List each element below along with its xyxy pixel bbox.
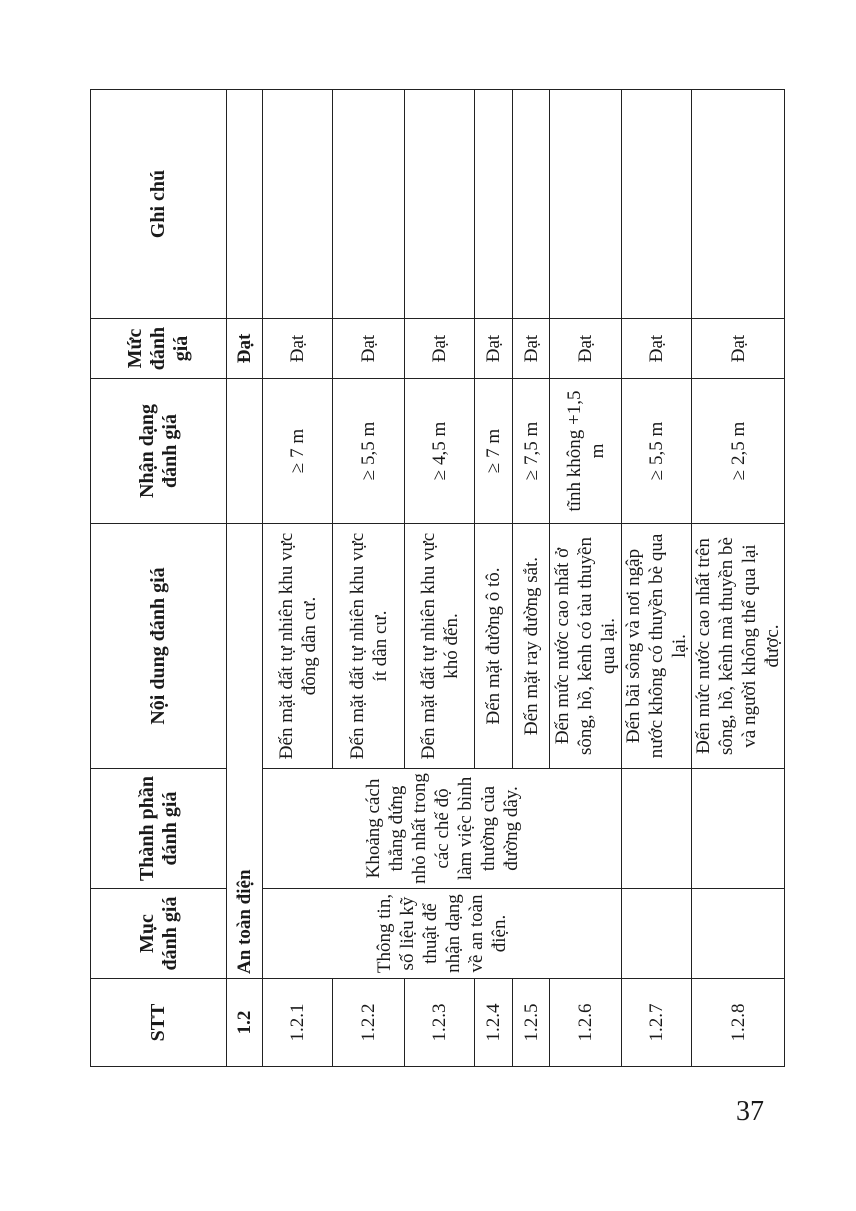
row-note xyxy=(475,90,513,319)
rotated-table-container xyxy=(90,90,783,1067)
row-stt: 1.2.5 xyxy=(513,979,550,1067)
row-component-empty xyxy=(692,769,785,889)
row-level: Đạt xyxy=(475,319,513,379)
row-note xyxy=(692,90,785,319)
row-ident: ≥ 7 m xyxy=(475,379,513,524)
row-content: Đến mặt đất tự nhiên khu vực đông dân cư. xyxy=(263,524,333,769)
row-note xyxy=(513,90,550,319)
row-content: Đến bãi sông và nơi ngập nước không có thuyền bè qua lại. xyxy=(622,524,692,769)
row-level: Đạt xyxy=(405,319,475,379)
row-level: Đạt xyxy=(333,319,405,379)
header-row xyxy=(91,90,227,1067)
row-level: Đạt xyxy=(513,319,550,379)
row-note xyxy=(622,90,692,319)
header-mucdanhgia: Mức đánh giá xyxy=(91,319,227,379)
row-note xyxy=(263,90,333,319)
row-content: Đến mặt đường ô tô. xyxy=(475,524,513,769)
row-stt: 1.2.8 xyxy=(692,979,785,1067)
header-nhandang: Nhận dạng đánh giá xyxy=(91,379,227,524)
row-note xyxy=(405,90,475,319)
row-component-empty xyxy=(622,769,692,889)
row-ident: ≥ 7,5 m xyxy=(513,379,550,524)
row-stt: 1.2.4 xyxy=(475,979,513,1067)
row-stt: 1.2.2 xyxy=(333,979,405,1067)
row-note xyxy=(333,90,405,319)
section-note xyxy=(227,90,263,319)
table-row xyxy=(263,90,333,1067)
row-ident: ≥ 7 m xyxy=(263,379,333,524)
row-ident: ≥ 2,5 m xyxy=(692,379,785,524)
row-level: Đạt xyxy=(550,319,622,379)
evaluation-table xyxy=(90,89,785,1067)
row-content: Đến mặt đất tự nhiên khu vực ít dân cư. xyxy=(333,524,405,769)
section-ident-empty xyxy=(227,379,263,524)
table-row xyxy=(692,90,785,1067)
section-title: An toàn điện xyxy=(227,524,263,979)
section-stt: 1.2 xyxy=(227,979,263,1067)
row-category-empty xyxy=(622,889,692,979)
row-note xyxy=(550,90,622,319)
row-content: Đến mức nước cao nhất trên sông, hồ, kênh mà thuyền bè và người không thể qua lại được. xyxy=(692,524,785,769)
row-content: Đến mặt ray đường sắt. xyxy=(513,524,550,769)
category-cell: Thông tin, số liệu kỹ thuật để nhận dạng về an toàn điện. xyxy=(263,889,622,979)
row-level: Đạt xyxy=(622,319,692,379)
row-ident: ≥ 5,5 m xyxy=(333,379,405,524)
section-row xyxy=(227,90,263,1067)
row-ident: tĩnh không +1,5 m xyxy=(550,379,622,524)
row-stt: 1.2.3 xyxy=(405,979,475,1067)
component-cell: Khoảng cách thẳng đứng nhỏ nhất trong các chế độ làm việc bình thường của đường dây. xyxy=(263,769,622,889)
header-noidung: Nội dung đánh giá xyxy=(91,524,227,769)
table-row xyxy=(622,90,692,1067)
row-ident: ≥ 4,5 m xyxy=(405,379,475,524)
row-stt: 1.2.7 xyxy=(622,979,692,1067)
section-level: Đạt xyxy=(227,319,263,379)
header-stt: STT xyxy=(91,979,227,1067)
row-stt: 1.2.1 xyxy=(263,979,333,1067)
row-stt: 1.2.6 xyxy=(550,979,622,1067)
row-level: Đạt xyxy=(692,319,785,379)
row-content: Đến mặt đất tự nhiên khu vực khó đến. xyxy=(405,524,475,769)
header-ghichu: Ghi chú xyxy=(91,90,227,319)
header-thanhphan: Thành phần đánh giá xyxy=(91,769,227,889)
row-ident: ≥ 5,5 m xyxy=(622,379,692,524)
row-content: Đến mức nước cao nhất ở sông, hồ, kênh có tàu thuyền qua lại. xyxy=(550,524,622,769)
page-number: 37 xyxy=(736,1096,764,1127)
header-muc: Mục đánh giá xyxy=(91,889,227,979)
row-level: Đạt xyxy=(263,319,333,379)
row-category-empty xyxy=(692,889,785,979)
